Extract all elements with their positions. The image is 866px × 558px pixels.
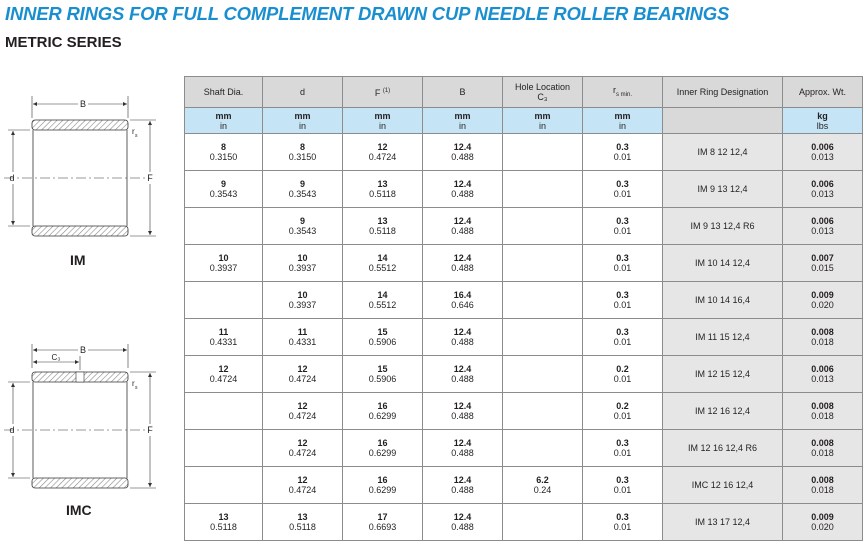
cell-designation: IM 12 16 12,4 R6: [663, 430, 783, 467]
cell-designation: IM 8 12 12,4: [663, 134, 783, 171]
value-metric: 0.3: [616, 216, 629, 226]
value-imperial: 0.3150: [209, 152, 238, 162]
value-metric: 16: [377, 401, 388, 411]
value-metric: 0.009: [811, 512, 834, 522]
units-cell: [343, 108, 423, 134]
value-imperial: 0.3937: [288, 263, 317, 273]
units-cell: [663, 108, 783, 134]
value-imperial: 0.01: [613, 411, 632, 421]
value-imperial: 0.488: [451, 485, 474, 495]
table-body: [185, 134, 863, 541]
value-imperial: 0.01: [613, 522, 632, 532]
cell-weight: [783, 208, 863, 245]
cell-rs: [583, 356, 663, 393]
value-metric: 10: [297, 290, 308, 300]
cell-d: [263, 430, 343, 467]
cell-c3: [503, 282, 583, 319]
cell-shaft: [185, 504, 263, 541]
value-metric: 11: [218, 327, 229, 337]
cell-c3: [503, 208, 583, 245]
cell-b: [423, 208, 503, 245]
table-row: [185, 319, 863, 356]
value-imperial: 0.018: [811, 337, 834, 347]
table-row: [185, 393, 863, 430]
cell-rs: [583, 134, 663, 171]
value-metric: 0.006: [811, 142, 834, 152]
cell-b: [423, 504, 503, 541]
cell-shaft: [185, 393, 263, 430]
header-rs: $r_{s min.}$: [583, 77, 663, 108]
table-row: [185, 171, 863, 208]
units-cell: [583, 108, 663, 134]
cell-rs: [583, 171, 663, 208]
cell-d: [263, 208, 343, 245]
cell-weight: [783, 356, 863, 393]
value-metric: 0.006: [811, 179, 834, 189]
dim-rs-label: r: [132, 379, 135, 388]
cell-c3: [503, 134, 583, 171]
cell-designation: IM 11 15 12,4: [663, 319, 783, 356]
value-metric: 0.3: [616, 290, 629, 300]
cell-designation: IM 13 17 12,4: [663, 504, 783, 541]
value-imperial: 0.01: [613, 448, 632, 458]
diagram-imc-label: IMC: [66, 502, 92, 518]
cell-f: [343, 356, 423, 393]
cell-f: [343, 134, 423, 171]
unit-imperial: in: [538, 120, 546, 131]
value-imperial: 0.3543: [209, 189, 238, 199]
cell-f: [343, 393, 423, 430]
cell-d: [263, 134, 343, 171]
cell-rs: [583, 393, 663, 430]
table-row: [185, 245, 863, 282]
value-metric: 16: [377, 438, 388, 448]
value-metric: 12.4: [453, 512, 472, 522]
value-imperial: 0.488: [451, 448, 474, 458]
value-metric: 12.4: [453, 438, 472, 448]
header-b: B: [423, 77, 503, 108]
value-metric: 14: [377, 253, 388, 263]
value-metric: 0.008: [811, 401, 834, 411]
header-hole-location: Hole Location C₃: [503, 77, 583, 108]
cell-f: [343, 430, 423, 467]
cell-shaft: [185, 245, 263, 282]
value-metric: 17: [377, 512, 388, 522]
value-imperial: 0.4331: [209, 337, 238, 347]
unit-imperial: in: [219, 120, 227, 131]
cell-weight: [783, 282, 863, 319]
value-imperial: 0.3543: [288, 226, 317, 236]
cell-designation: IM 10 14 12,4: [663, 245, 783, 282]
table-row: [185, 134, 863, 171]
header-designation: Inner Ring Designation: [663, 77, 783, 108]
value-imperial: 0.013: [811, 374, 834, 384]
unit-imperial: in: [298, 120, 306, 131]
value-metric: 16.4: [453, 290, 472, 300]
value-metric: 13: [218, 512, 229, 522]
value-metric: 12: [377, 142, 388, 152]
cell-b: [423, 356, 503, 393]
value-metric: 6.2: [536, 475, 549, 485]
dim-f-label: F: [147, 173, 153, 183]
cell-d: [263, 356, 343, 393]
value-metric: 12: [297, 438, 308, 448]
cell-weight: [783, 134, 863, 171]
value-imperial: 0.5512: [368, 263, 397, 273]
value-metric: 13: [377, 179, 388, 189]
value-imperial: 0.646: [451, 300, 474, 310]
diagram-imc-drawing: [0, 340, 175, 500]
dim-rs-sub: s: [135, 385, 138, 391]
dim-rs-sub: s: [135, 133, 138, 139]
value-imperial: 0.5512: [368, 300, 397, 310]
cell-shaft: [185, 208, 263, 245]
value-metric: 9: [299, 216, 305, 226]
header-d: d: [263, 77, 343, 108]
units-cell: [185, 108, 263, 134]
table-row: [185, 208, 863, 245]
value-metric: 9: [299, 179, 305, 189]
value-metric: 0.006: [811, 364, 834, 374]
value-metric: 16: [377, 475, 388, 485]
value-metric: 12.4: [453, 179, 472, 189]
cell-weight: [783, 504, 863, 541]
cell-f: [343, 504, 423, 541]
value-metric: 12: [297, 475, 308, 485]
value-metric: 0.2: [616, 364, 629, 374]
cell-c3: [503, 504, 583, 541]
value-metric: 12.4: [453, 364, 472, 374]
unit-metric: mm: [294, 110, 311, 121]
cell-shaft: [185, 356, 263, 393]
value-imperial: 0.5906: [368, 374, 397, 384]
dim-rs-label: r: [132, 127, 135, 136]
cell-rs: [583, 282, 663, 319]
value-metric: 0.006: [811, 216, 834, 226]
cell-d: [263, 171, 343, 208]
cell-c3: [503, 319, 583, 356]
value-imperial: 0.488: [451, 226, 474, 236]
cell-b: [423, 171, 503, 208]
value-imperial: 0.6299: [368, 485, 397, 495]
cell-rs: [583, 504, 663, 541]
unit-imperial: lbs: [816, 120, 829, 131]
units-cell: [503, 108, 583, 134]
value-imperial: 0.018: [811, 411, 834, 421]
value-imperial: 0.01: [613, 152, 632, 162]
cell-weight: [783, 171, 863, 208]
value-imperial: 0.488: [451, 522, 474, 532]
cell-shaft: [185, 467, 263, 504]
cell-c3: [503, 393, 583, 430]
value-metric: 0.3: [616, 253, 629, 263]
cell-weight: [783, 467, 863, 504]
value-metric: 12: [218, 364, 229, 374]
value-imperial: 0.4724: [288, 411, 317, 421]
value-metric: 12.4: [453, 327, 472, 337]
value-imperial: 0.015: [811, 263, 834, 273]
value-metric: 12.4: [453, 142, 472, 152]
cell-shaft: [185, 319, 263, 356]
value-metric: 8: [299, 142, 305, 152]
value-imperial: 0.5118: [289, 522, 316, 532]
cell-designation: IM 10 14 16,4: [663, 282, 783, 319]
cell-d: [263, 282, 343, 319]
cell-shaft: [185, 171, 263, 208]
unit-metric: mm: [534, 110, 551, 121]
unit-imperial: in: [378, 120, 386, 131]
cell-f: [343, 282, 423, 319]
value-imperial: 0.3150: [288, 152, 317, 162]
value-imperial: 0.013: [811, 152, 834, 162]
value-metric: 10: [218, 253, 229, 263]
cell-rs: [583, 467, 663, 504]
cell-rs: [583, 319, 663, 356]
dim-b-label: B: [79, 99, 87, 109]
value-imperial: 0.01: [613, 226, 632, 236]
dim-d-label: d: [9, 173, 15, 183]
cell-shaft: [185, 430, 263, 467]
dim-d-label: d: [9, 425, 15, 435]
cell-weight: [783, 319, 863, 356]
units-cell: [423, 108, 503, 134]
value-metric: 0.3: [616, 327, 629, 337]
header-row: [185, 77, 863, 108]
value-metric: 15: [377, 364, 388, 374]
value-imperial: 0.3937: [209, 263, 238, 273]
cell-designation: IM 9 13 12,4 R6: [663, 208, 783, 245]
value-imperial: 0.01: [613, 263, 632, 273]
unit-metric: mm: [614, 110, 631, 121]
value-imperial: 0.3543: [288, 189, 317, 199]
cell-shaft: [185, 282, 263, 319]
value-imperial: 0.01: [613, 337, 632, 347]
value-metric: 0.008: [811, 438, 834, 448]
value-imperial: 0.6693: [368, 522, 397, 532]
header-rs-sub: s min.: [615, 91, 632, 98]
value-imperial: 0.4724: [288, 374, 317, 384]
value-imperial: 0.6299: [368, 448, 397, 458]
diagram-im: [0, 92, 175, 272]
table-row: [185, 282, 863, 319]
value-imperial: 0.013: [811, 189, 834, 199]
cell-f: [343, 245, 423, 282]
value-imperial: 0.488: [451, 374, 474, 384]
header-f-footnote: (1): [382, 88, 391, 94]
diagram-im-drawing: [0, 92, 175, 252]
value-metric: 0.3: [616, 142, 629, 152]
cell-rs: [583, 208, 663, 245]
value-imperial: 0.5906: [368, 337, 397, 347]
value-imperial: 0.018: [811, 485, 834, 495]
units-cell: [783, 108, 863, 134]
unit-metric: kg: [817, 110, 828, 121]
value-metric: 12.4: [453, 475, 472, 485]
table-row: [185, 504, 863, 541]
cell-b: [423, 430, 503, 467]
dim-f-label: F: [147, 425, 153, 435]
cell-d: [263, 504, 343, 541]
cell-d: [263, 467, 343, 504]
cell-shaft: [185, 134, 263, 171]
cell-b: [423, 319, 503, 356]
value-metric: 0.008: [811, 475, 834, 485]
value-imperial: 0.4331: [288, 337, 317, 347]
value-metric: 0.3: [616, 438, 629, 448]
unit-imperial: in: [458, 120, 466, 131]
value-metric: 8: [220, 142, 226, 152]
dim-b-label: B: [79, 345, 87, 355]
value-metric: 12.4: [453, 253, 472, 263]
page-subtitle: METRIC SERIES: [5, 34, 122, 51]
header-shaft-dia: Shaft Dia.: [185, 77, 263, 108]
unit-metric: mm: [454, 110, 471, 121]
value-imperial: 0.488: [451, 337, 474, 347]
value-metric: 15: [377, 327, 388, 337]
value-metric: 12: [297, 364, 308, 374]
cell-weight: [783, 245, 863, 282]
value-imperial: 0.020: [811, 522, 834, 532]
value-imperial: 0.4724: [209, 374, 238, 384]
cell-designation: IM 9 13 12,4: [663, 171, 783, 208]
cell-d: [263, 245, 343, 282]
value-imperial: 0.018: [811, 448, 834, 458]
units-row: [185, 108, 863, 134]
diagram-im-label: IM: [70, 252, 86, 268]
cell-d: [263, 319, 343, 356]
unit-imperial: in: [618, 120, 626, 131]
value-metric: 0.009: [811, 290, 834, 300]
value-imperial: 0.020: [811, 300, 834, 310]
value-imperial: 0.4724: [368, 152, 397, 162]
cell-f: [343, 467, 423, 504]
value-imperial: 0.488: [451, 411, 474, 421]
value-metric: 12.4: [453, 216, 472, 226]
cell-rs: [583, 245, 663, 282]
cell-b: [423, 134, 503, 171]
cell-b: [423, 393, 503, 430]
cell-b: [423, 467, 503, 504]
cell-rs: [583, 430, 663, 467]
cell-weight: [783, 393, 863, 430]
cell-designation: IM 12 15 12,4: [663, 356, 783, 393]
unit-metric: mm: [374, 110, 391, 121]
value-metric: 0.2: [616, 401, 629, 411]
value-imperial: 0.01: [613, 300, 632, 310]
value-imperial: 0.5118: [369, 226, 396, 236]
cell-b: [423, 282, 503, 319]
value-imperial: 0.24: [533, 485, 552, 495]
unit-metric: mm: [215, 110, 232, 121]
value-metric: 12: [297, 401, 308, 411]
cell-designation: IMC 12 16 12,4: [663, 467, 783, 504]
value-imperial: 0.01: [613, 374, 632, 384]
cell-c3: [503, 430, 583, 467]
cell-c3: [503, 245, 583, 282]
value-metric: 0.007: [811, 253, 834, 263]
cell-designation: IM 12 16 12,4: [663, 393, 783, 430]
header-f: F $^{(1)}$: [343, 77, 423, 108]
cell-d: [263, 393, 343, 430]
value-imperial: 0.013: [811, 226, 834, 236]
cell-weight: [783, 430, 863, 467]
dim-c3-label: C₃: [51, 353, 61, 362]
value-metric: 0.008: [811, 327, 834, 337]
value-metric: 14: [377, 290, 388, 300]
value-imperial: 0.488: [451, 152, 474, 162]
cell-c3: [503, 356, 583, 393]
value-metric: 0.3: [616, 179, 629, 189]
value-metric: 0.3: [616, 512, 629, 522]
cell-b: [423, 245, 503, 282]
page-title: INNER RINGS FOR FULL COMPLEMENT DRAWN CUP NEEDLE ROLLER BEARINGS: [5, 3, 730, 24]
cell-f: [343, 208, 423, 245]
value-metric: 0.3: [616, 475, 629, 485]
value-imperial: 0.4724: [288, 448, 317, 458]
value-imperial: 0.488: [451, 189, 474, 199]
table-row: [185, 430, 863, 467]
cell-c3: [503, 171, 583, 208]
units-cell: [263, 108, 343, 134]
value-metric: 13: [377, 216, 388, 226]
cell-c3: [503, 467, 583, 504]
cell-f: [343, 319, 423, 356]
value-imperial: 0.3937: [288, 300, 317, 310]
header-weight: Approx. Wt.: [783, 77, 863, 108]
table-row: [185, 356, 863, 393]
cell-f: [343, 171, 423, 208]
value-imperial: 0.5118: [210, 522, 237, 532]
value-metric: 9: [220, 179, 226, 189]
value-metric: 12.4: [453, 401, 472, 411]
value-imperial: 0.488: [451, 263, 474, 273]
value-metric: 11: [297, 327, 308, 337]
value-imperial: 0.01: [613, 485, 632, 495]
value-metric: 10: [297, 253, 308, 263]
value-imperial: 0.4724: [288, 485, 317, 495]
value-imperial: 0.5118: [369, 189, 396, 199]
diagram-imc: [0, 340, 175, 525]
table-row: [185, 467, 863, 504]
value-imperial: 0.6299: [368, 411, 397, 421]
value-metric: 13: [297, 512, 308, 522]
bearing-table: [184, 76, 863, 541]
value-imperial: 0.01: [613, 189, 632, 199]
